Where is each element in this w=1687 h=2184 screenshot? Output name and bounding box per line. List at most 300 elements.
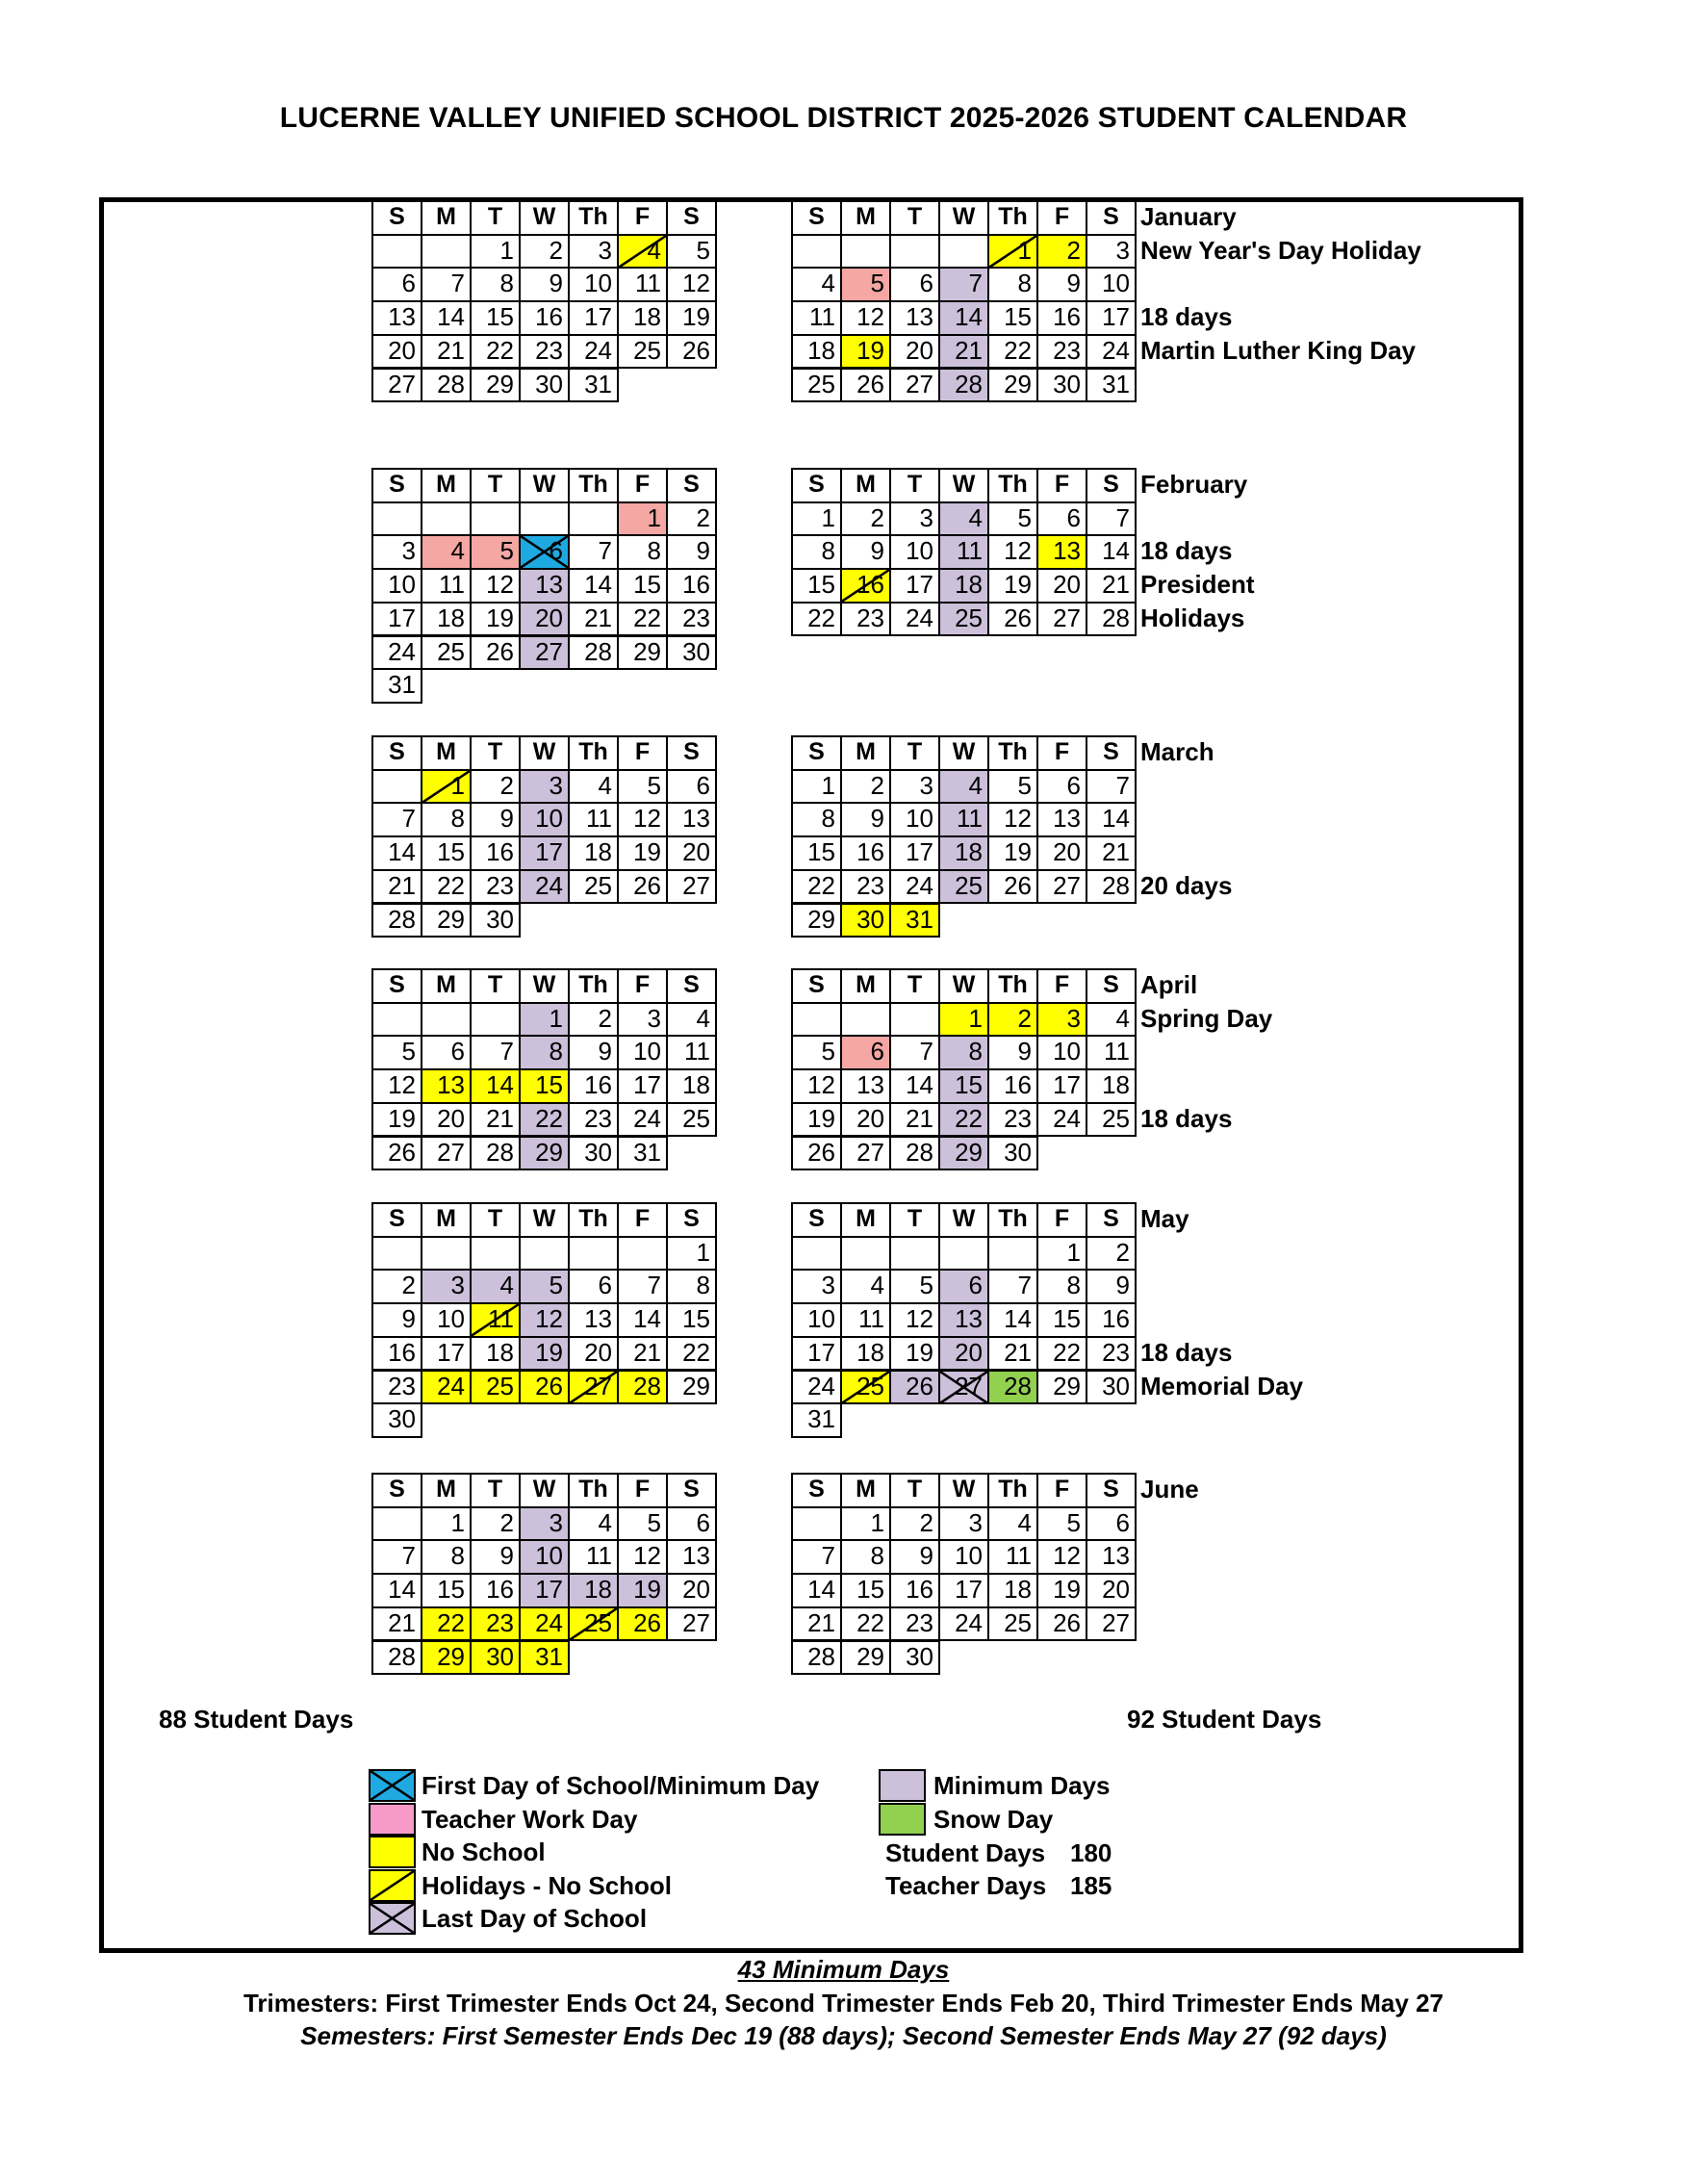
day-number: 24 — [906, 870, 933, 900]
empty-cell — [791, 234, 842, 270]
day-cell — [421, 1573, 472, 1608]
day-cell-no-school — [421, 1370, 472, 1405]
day-number: 15 — [682, 1304, 710, 1334]
empty-cell — [371, 769, 422, 805]
day-number: 15 — [1004, 302, 1032, 332]
day-cell — [371, 568, 422, 604]
day-cell — [1086, 300, 1137, 336]
day-cell — [840, 869, 891, 905]
weekday-header: W — [938, 735, 989, 771]
weekday-header: T — [889, 1473, 940, 1508]
day-cell-minimum — [938, 1068, 989, 1104]
day-number: 4 — [696, 1003, 710, 1033]
day-number: 7 — [1115, 770, 1130, 800]
day-number: 9 — [401, 1304, 416, 1334]
day-cell-minimum — [938, 1336, 989, 1372]
day-number: 16 — [1102, 1304, 1130, 1334]
weekday-header: S — [371, 1202, 422, 1238]
day-cell — [617, 300, 668, 336]
day-number: 18 — [955, 570, 983, 600]
day-number: 18 — [1004, 1575, 1032, 1605]
day-cell — [470, 635, 521, 671]
day-number: 1 — [821, 770, 835, 800]
day-cell-holiday — [617, 234, 668, 270]
day-cell — [568, 368, 619, 403]
day-number: 23 — [486, 870, 514, 900]
weekday-header: Th — [987, 968, 1038, 1004]
day-number: 6 — [870, 1037, 884, 1066]
day-cell — [889, 1035, 940, 1070]
page-title: LUCERNE VALLEY UNIFIED SCHOOL DISTRICT 2025-2026 STUDENT CALENDAR — [279, 102, 1408, 134]
weekday-header: S — [371, 1473, 422, 1508]
month-note: Spring Day — [1140, 1003, 1273, 1033]
day-cell — [617, 1336, 668, 1372]
empty-cell — [938, 234, 989, 270]
day-number: 24 — [1053, 1103, 1081, 1133]
day-cell — [791, 568, 842, 604]
footer-trimesters: Trimesters: First Trimester Ends Oct 24, Second Trimester Ends Feb 20, Third Trimester Ends May 27 — [243, 1989, 1444, 2017]
day-cell — [791, 1402, 842, 1438]
weekday-header: Th — [568, 200, 619, 236]
day-number: 18 — [1102, 1070, 1130, 1100]
day-cell — [371, 1402, 422, 1438]
day-cell-minimum — [519, 1539, 570, 1575]
day-cell — [568, 1269, 619, 1304]
day-cell — [666, 568, 717, 604]
day-number: 10 — [906, 536, 933, 566]
month-note: President — [1140, 570, 1255, 600]
day-cell-teacher-work — [617, 501, 668, 537]
day-number: 8 — [968, 1037, 983, 1066]
day-cell — [371, 903, 422, 938]
day-cell — [617, 1269, 668, 1304]
holiday-slash-icon — [422, 771, 470, 803]
day-number: 26 — [856, 369, 884, 398]
day-number: 19 — [1004, 837, 1032, 867]
teacher-days-value: 185 — [1070, 1871, 1112, 1900]
day-number: 19 — [633, 837, 661, 867]
day-cell-no-school — [617, 1606, 668, 1642]
day-number: 1 — [549, 1003, 563, 1033]
day-cell — [889, 1573, 940, 1608]
day-cell — [666, 602, 717, 637]
day-number: 8 — [1017, 269, 1032, 298]
day-cell — [617, 1068, 668, 1104]
day-number: 16 — [682, 570, 710, 600]
day-number: 13 — [856, 1070, 884, 1100]
day-number: 7 — [647, 1271, 661, 1300]
day-number: 15 — [437, 837, 465, 867]
day-number: 10 — [437, 1304, 465, 1334]
empty-cell — [791, 1506, 842, 1542]
day-number: 3 — [1066, 1003, 1081, 1033]
day-cell — [889, 802, 940, 837]
day-cell — [987, 1336, 1038, 1372]
empty-cell — [889, 1236, 940, 1272]
day-number: 11 — [858, 1304, 884, 1334]
day-cell — [987, 1606, 1038, 1642]
day-cell — [889, 602, 940, 637]
day-number: 30 — [584, 1137, 612, 1167]
day-number: 15 — [1053, 1304, 1081, 1334]
day-cell — [568, 1506, 619, 1542]
month-name: April — [1140, 970, 1198, 999]
day-number: 19 — [1004, 570, 1032, 600]
day-number: 8 — [1066, 1271, 1081, 1300]
day-number: 1 — [696, 1237, 710, 1267]
weekday-header: F — [1036, 735, 1087, 771]
day-number: 28 — [633, 1371, 661, 1400]
holiday-slash-icon — [619, 236, 666, 268]
day-cell — [889, 1506, 940, 1542]
weekday-header: W — [519, 735, 570, 771]
day-number: 26 — [1053, 1607, 1081, 1637]
day-cell — [371, 534, 422, 570]
day-cell — [421, 1102, 472, 1138]
day-cell — [568, 635, 619, 671]
day-cell-first-day — [519, 534, 570, 570]
day-number: 21 — [906, 1103, 933, 1133]
day-cell-no-school — [889, 903, 940, 938]
day-cell — [1086, 1506, 1137, 1542]
day-number: 30 — [682, 636, 710, 666]
day-cell-snow — [987, 1370, 1038, 1405]
day-number: 10 — [633, 1037, 661, 1066]
day-number: 31 — [535, 1641, 563, 1671]
day-cell — [840, 1336, 891, 1372]
day-cell — [889, 869, 940, 905]
day-number: 6 — [598, 1271, 612, 1300]
day-cell — [791, 1136, 842, 1171]
day-number: 18 — [955, 837, 983, 867]
day-cell — [1086, 1269, 1137, 1304]
month-note: 18 days — [1140, 302, 1233, 332]
weekday-header: F — [617, 968, 668, 1004]
weekday-header: S — [791, 1473, 842, 1508]
day-number: 13 — [437, 1070, 465, 1100]
day-cell — [470, 267, 521, 302]
day-cell — [519, 234, 570, 270]
day-cell — [1036, 602, 1087, 637]
weekday-header: T — [470, 468, 521, 503]
day-number: 30 — [535, 369, 563, 398]
day-number: 21 — [437, 335, 465, 365]
day-cell — [840, 1068, 891, 1104]
day-number: 19 — [535, 1337, 563, 1367]
day-number: 5 — [1017, 502, 1032, 532]
day-number: 26 — [388, 1137, 416, 1167]
day-number: 16 — [856, 837, 884, 867]
day-cell-no-school — [519, 1606, 570, 1642]
month-note: Holidays — [1140, 603, 1245, 632]
day-cell — [1036, 267, 1087, 302]
day-cell — [421, 568, 472, 604]
day-number: 15 — [807, 837, 835, 867]
day-number: 6 — [696, 1507, 710, 1537]
day-cell-minimum — [519, 1136, 570, 1171]
day-number: 27 — [906, 369, 933, 398]
day-cell — [666, 1236, 717, 1272]
day-cell-no-school — [519, 1370, 570, 1405]
first-day-x-icon — [371, 1771, 414, 1800]
day-number: 9 — [1066, 269, 1081, 298]
day-cell — [889, 501, 940, 537]
empty-cell — [889, 234, 940, 270]
day-number: 10 — [535, 804, 563, 834]
day-number: 8 — [450, 1541, 465, 1571]
day-number: 29 — [486, 369, 514, 398]
month-note: 18 days — [1140, 1103, 1233, 1133]
day-number: 17 — [633, 1070, 661, 1100]
day-cell — [889, 267, 940, 302]
month-note: Martin Luther King Day — [1140, 335, 1417, 365]
day-number: 29 — [1053, 1371, 1081, 1400]
day-number: 15 — [955, 1070, 983, 1100]
day-cell-holiday — [421, 769, 472, 805]
day-cell — [421, 1336, 472, 1372]
day-number: 21 — [1004, 1337, 1032, 1367]
weekday-header: S — [791, 1202, 842, 1238]
day-cell — [987, 802, 1038, 837]
day-number: 23 — [388, 1371, 416, 1400]
day-cell — [791, 1606, 842, 1642]
day-number: 27 — [856, 1137, 884, 1167]
day-number: 11 — [809, 302, 835, 332]
day-cell — [1036, 368, 1087, 403]
day-number: 10 — [1102, 269, 1130, 298]
day-number: 8 — [696, 1271, 710, 1300]
day-number: 27 — [955, 1371, 983, 1400]
day-cell — [840, 602, 891, 637]
day-cell — [1086, 368, 1137, 403]
weekday-header: S — [1086, 1473, 1137, 1508]
day-number: 14 — [906, 1070, 933, 1100]
weekday-header: S — [371, 735, 422, 771]
day-number: 18 — [584, 837, 612, 867]
weekday-header: T — [470, 968, 521, 1004]
day-cell-minimum — [938, 334, 989, 370]
day-cell — [987, 1539, 1038, 1575]
day-number: 29 — [856, 1641, 884, 1671]
day-cell-minimum — [938, 300, 989, 336]
day-number: 29 — [1004, 369, 1032, 398]
day-cell-minimum — [519, 1035, 570, 1070]
day-number: 27 — [584, 1371, 612, 1400]
day-cell — [987, 769, 1038, 805]
day-number: 12 — [535, 1304, 563, 1334]
day-number: 17 — [1053, 1070, 1081, 1100]
day-number: 8 — [499, 269, 514, 298]
legend-swatch-holiday — [369, 1869, 416, 1902]
day-cell — [617, 1539, 668, 1575]
day-number: 26 — [1004, 603, 1032, 632]
day-cell — [617, 1302, 668, 1338]
day-cell — [371, 1640, 422, 1676]
footer-minimum-days — [0, 1953, 1687, 1986]
day-cell-holiday — [568, 1606, 619, 1642]
day-cell — [987, 835, 1038, 871]
day-number: 14 — [584, 570, 612, 600]
day-cell — [371, 1370, 422, 1405]
day-number: 22 — [535, 1103, 563, 1133]
day-cell — [938, 1573, 989, 1608]
day-cell — [470, 802, 521, 837]
day-cell — [470, 769, 521, 805]
day-number: 7 — [450, 269, 465, 298]
day-cell-minimum — [519, 1302, 570, 1338]
day-number: 27 — [682, 1607, 710, 1637]
day-cell — [1086, 1068, 1137, 1104]
day-number: 16 — [486, 1575, 514, 1605]
day-cell-minimum — [938, 1136, 989, 1171]
weekday-header: F — [617, 1202, 668, 1238]
day-number: 23 — [906, 1607, 933, 1637]
day-number: 31 — [906, 904, 933, 934]
day-number: 31 — [1102, 369, 1130, 398]
day-number: 12 — [906, 1304, 933, 1334]
weekday-header: Th — [987, 468, 1038, 503]
legend-swatch-first-day — [369, 1769, 416, 1802]
day-cell — [421, 802, 472, 837]
weekday-header: S — [1086, 968, 1137, 1004]
day-number: 13 — [682, 1541, 710, 1571]
day-number: 17 — [906, 837, 933, 867]
day-number: 20 — [682, 837, 710, 867]
weekday-header: S — [371, 468, 422, 503]
day-number: 20 — [388, 335, 416, 365]
day-number: 16 — [856, 570, 884, 600]
day-number: 17 — [437, 1337, 465, 1367]
day-number: 14 — [955, 302, 983, 332]
day-cell — [371, 1606, 422, 1642]
day-number: 16 — [1004, 1070, 1032, 1100]
day-cell — [470, 568, 521, 604]
day-number: 13 — [1053, 536, 1081, 566]
day-number: 28 — [1004, 1371, 1032, 1400]
day-number: 24 — [535, 870, 563, 900]
holiday-slash-icon — [989, 236, 1036, 268]
month-note: New Year's Day Holiday — [1140, 235, 1421, 265]
day-cell — [666, 501, 717, 537]
weekday-header: S — [666, 468, 717, 503]
weekday-header: F — [617, 200, 668, 236]
day-cell — [568, 869, 619, 905]
day-cell — [1086, 802, 1137, 837]
day-number: 5 — [1017, 770, 1032, 800]
month-name: January — [1140, 202, 1237, 231]
slash-line — [989, 236, 1036, 268]
last-day-x-icon — [940, 1372, 987, 1403]
day-number: 12 — [1004, 804, 1032, 834]
day-number: 13 — [682, 804, 710, 834]
day-cell — [666, 234, 717, 270]
day-number: 1 — [647, 502, 661, 532]
day-number: 23 — [682, 603, 710, 632]
day-cell-no-school — [987, 1002, 1038, 1038]
weekday-header: S — [1086, 735, 1137, 771]
day-number: 6 — [549, 536, 563, 566]
day-cell — [371, 802, 422, 837]
day-number: 4 — [598, 1507, 612, 1537]
day-number: 21 — [955, 335, 983, 365]
day-number: 5 — [919, 1271, 933, 1300]
day-cell — [791, 1302, 842, 1338]
day-cell — [470, 1102, 521, 1138]
weekday-header: T — [889, 968, 940, 1004]
day-number: 30 — [856, 904, 884, 934]
day-cell — [568, 802, 619, 837]
day-cell-minimum — [938, 602, 989, 637]
day-number: 17 — [955, 1575, 983, 1605]
day-number: 17 — [535, 837, 563, 867]
day-cell — [421, 602, 472, 637]
day-number: 21 — [388, 1607, 416, 1637]
day-number: 18 — [856, 1337, 884, 1367]
day-number: 9 — [1017, 1037, 1032, 1066]
day-cell — [1036, 334, 1087, 370]
day-number: 9 — [696, 536, 710, 566]
day-cell — [791, 903, 842, 938]
day-number: 24 — [807, 1371, 835, 1400]
day-number: 7 — [1115, 502, 1130, 532]
day-cell — [987, 368, 1038, 403]
day-number: 17 — [1102, 302, 1130, 332]
day-cell — [791, 1573, 842, 1608]
day-cell — [1036, 1606, 1087, 1642]
day-number: 22 — [1053, 1337, 1081, 1367]
day-cell — [1086, 1539, 1137, 1575]
month-name: May — [1140, 1204, 1189, 1233]
day-number: 13 — [1053, 804, 1081, 834]
day-number: 14 — [437, 302, 465, 332]
day-cell — [666, 869, 717, 905]
day-cell-minimum — [938, 1269, 989, 1304]
empty-cell — [470, 1002, 521, 1038]
day-number: 14 — [807, 1575, 835, 1605]
day-cell — [421, 1136, 472, 1171]
day-number: 26 — [682, 335, 710, 365]
day-cell — [1086, 1606, 1137, 1642]
weekday-header: W — [519, 1202, 570, 1238]
day-number: 5 — [870, 269, 884, 298]
second-semester-total: 92 Student Days — [1127, 1705, 1322, 1734]
day-cell — [470, 234, 521, 270]
day-cell — [666, 769, 717, 805]
day-cell — [568, 1068, 619, 1104]
day-cell — [791, 1336, 842, 1372]
day-cell — [371, 635, 422, 671]
holiday-slash-icon — [842, 570, 889, 602]
day-number: 14 — [633, 1304, 661, 1334]
weekday-header: W — [938, 468, 989, 503]
day-number: 1 — [1017, 235, 1032, 265]
day-cell — [470, 1336, 521, 1372]
day-cell — [470, 1539, 521, 1575]
weekday-header: S — [666, 200, 717, 236]
day-cell-no-school — [1036, 1002, 1087, 1038]
first-semester-total: 88 Student Days — [159, 1705, 354, 1734]
day-number: 26 — [633, 870, 661, 900]
day-number: 21 — [1102, 837, 1130, 867]
legend-swatch-last-day — [369, 1902, 416, 1935]
day-cell — [1036, 1302, 1087, 1338]
day-cell — [987, 1573, 1038, 1608]
weekday-header: F — [1036, 968, 1087, 1004]
day-cell — [791, 501, 842, 537]
day-number: 24 — [535, 1607, 563, 1637]
day-cell — [938, 1539, 989, 1575]
empty-cell — [889, 1002, 940, 1038]
